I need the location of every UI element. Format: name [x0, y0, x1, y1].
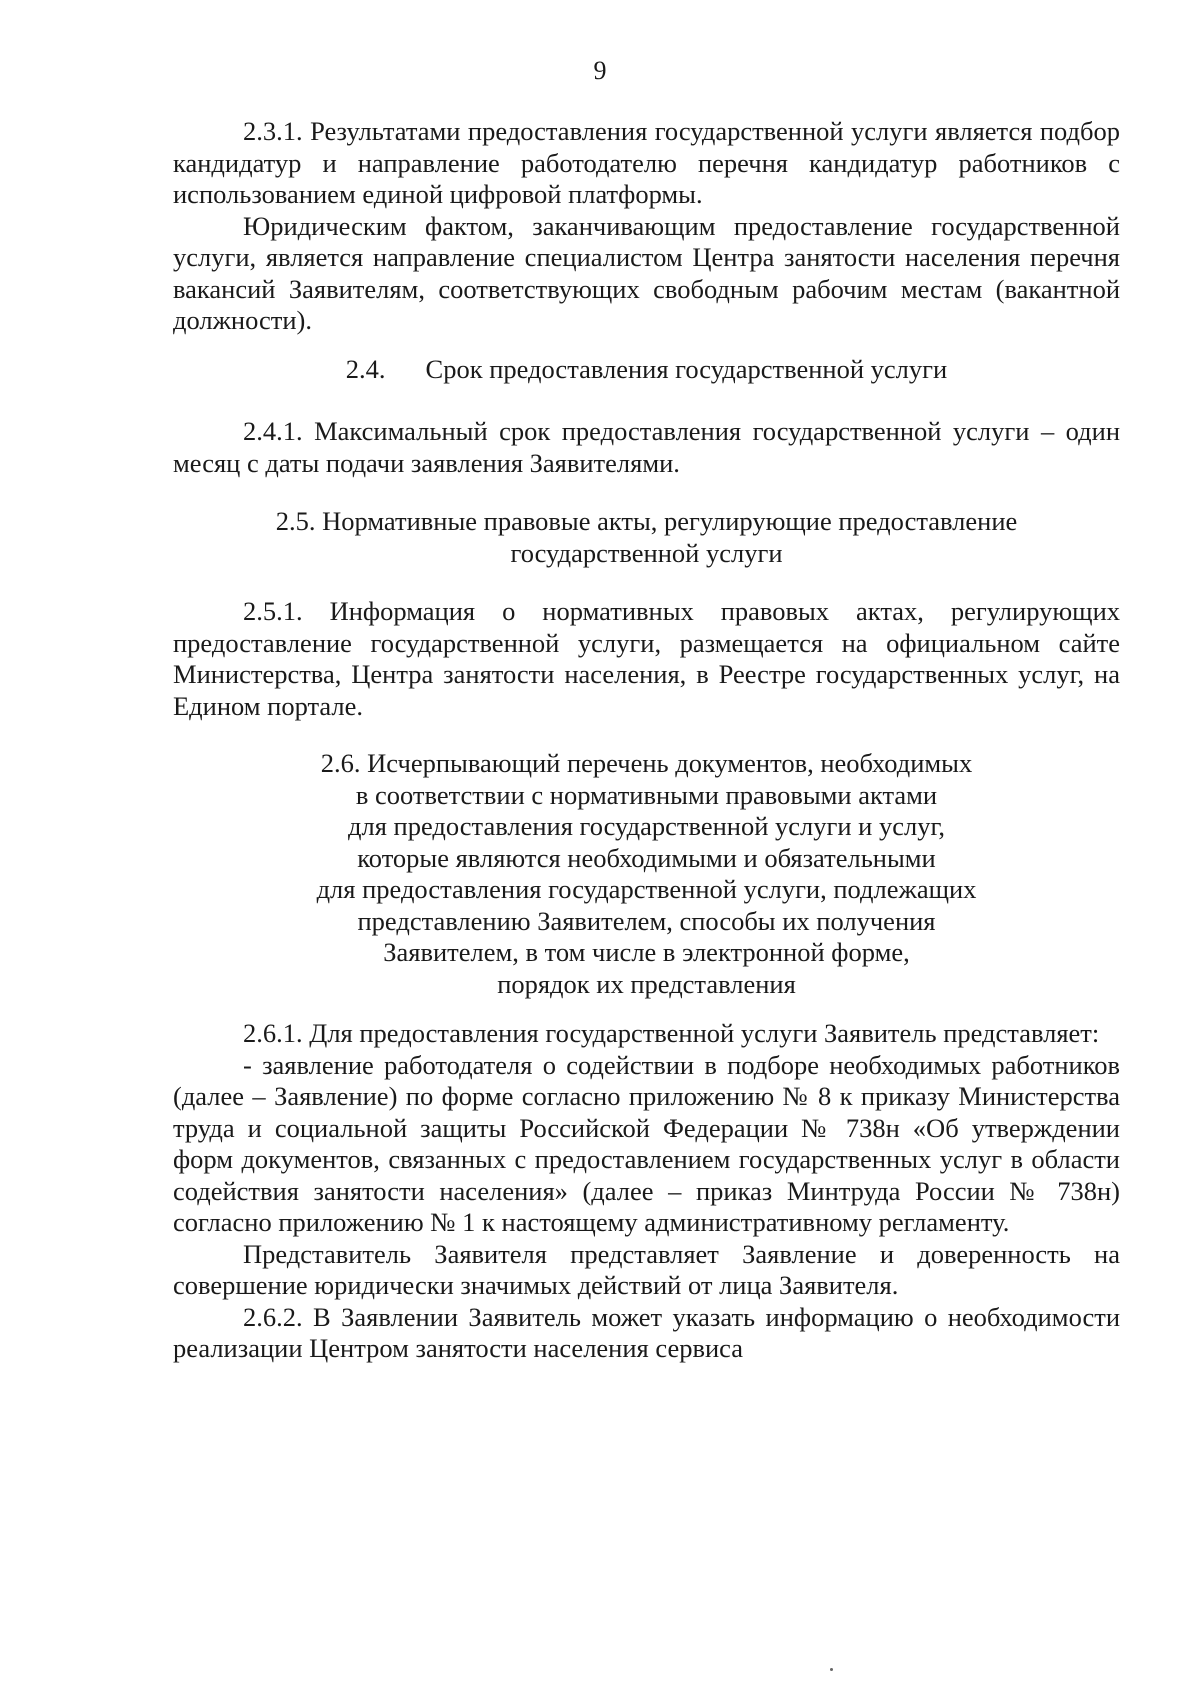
heading-2-4-title: Срок предоставления государственной услуги: [425, 354, 948, 384]
paragraph-2-5-1: 2.5.1. Информация о нормативных правовых актах, регулирующих предоставление государственной услуги, размещается на официальном сайте Министерства, Центра занятости населения, в Реестре государственных услуг, на Едином портале.: [173, 596, 1120, 721]
heading-2-6-line: которые являются необходимыми и обязательными: [357, 842, 936, 873]
paragraph-2-6-1: 2.6.1. Для предоставления государственной услуги Заявитель представляет:: [243, 1018, 1100, 1048]
paragraph-representative: Представитель Заявителя представляет Заявление и доверенность на совершение юридически значимых действий от лица Заявителя.: [173, 1238, 1120, 1300]
section-2-3-1: [173, 116, 1120, 337]
heading-2-6-line: 2.6. Исчерпывающий перечень документов, необходимых: [320, 748, 973, 778]
heading-2-6-line: порядок их представления: [497, 968, 796, 999]
paragraph-2-4-1: 2.4.1. Максимальный срок предоставления государственной услуги – один месяц с даты подачи заявления Заявителями.: [173, 416, 1120, 478]
heading-2-5-line: 2.5. Нормативные правовые акты, регулирующие предоставление: [275, 506, 1018, 536]
heading-2-6: [173, 748, 1120, 1000]
heading-2-6-line: для предоставления государственной услуги и услуг,: [348, 811, 945, 841]
heading-2-6-line: в соответствии с нормативными правовыми актами: [355, 779, 938, 810]
scan-speck: [830, 1668, 833, 1671]
heading-2-6-line: Заявителем, в том числе в электронной форме,: [383, 937, 910, 967]
section-2-6-1: [173, 1018, 1120, 1365]
heading-2-6-line: представлению Заявителем, способы их получения: [357, 905, 936, 936]
page-number: 9: [593, 56, 607, 85]
paragraph-2-6-1-item: - заявление работодателя о содействии в подборе необходимых работников (далее – Заявление) по форме согласно приложению № 8 к приказу Министерства труда и социальной защиты Российской Федерации № 738н «Об утверждении форм документов, связанных с предоставлением государственных услуг в области содействия занятости населения» (далее – приказ Минтруда России № 738н) согласно приложению № 1 к настоящему административному регламенту.: [173, 1049, 1120, 1237]
heading-2-4: [173, 354, 1120, 386]
section-2-4-1: [173, 416, 1120, 479]
paragraph-legal-fact: Юридическим фактом, заканчивающим предоставление государственной услуги, является направление специалистом Центра занятости населения перечня вакансий Заявителям, соответствующих свободным рабочим местам (вакантной должности).: [173, 210, 1120, 335]
paragraph-2-3-1: 2.3.1. Результатами предоставления государственной услуги является подбор кандидатур и направление работодателю перечня кандидатур работников с использованием единой цифровой платформы.: [173, 116, 1120, 209]
paragraph-2-6-2: 2.6.2. В Заявлении Заявитель может указать информацию о необходимости реализации Центром занятости населения сервиса: [173, 1301, 1120, 1363]
heading-2-5: [173, 506, 1120, 569]
heading-2-5-line: государственной услуги: [510, 537, 783, 568]
section-2-5-1: [173, 596, 1120, 722]
heading-2-6-line: для предоставления государственной услуги, подлежащих: [316, 874, 977, 904]
heading-2-4-number: 2.4.: [345, 354, 386, 384]
